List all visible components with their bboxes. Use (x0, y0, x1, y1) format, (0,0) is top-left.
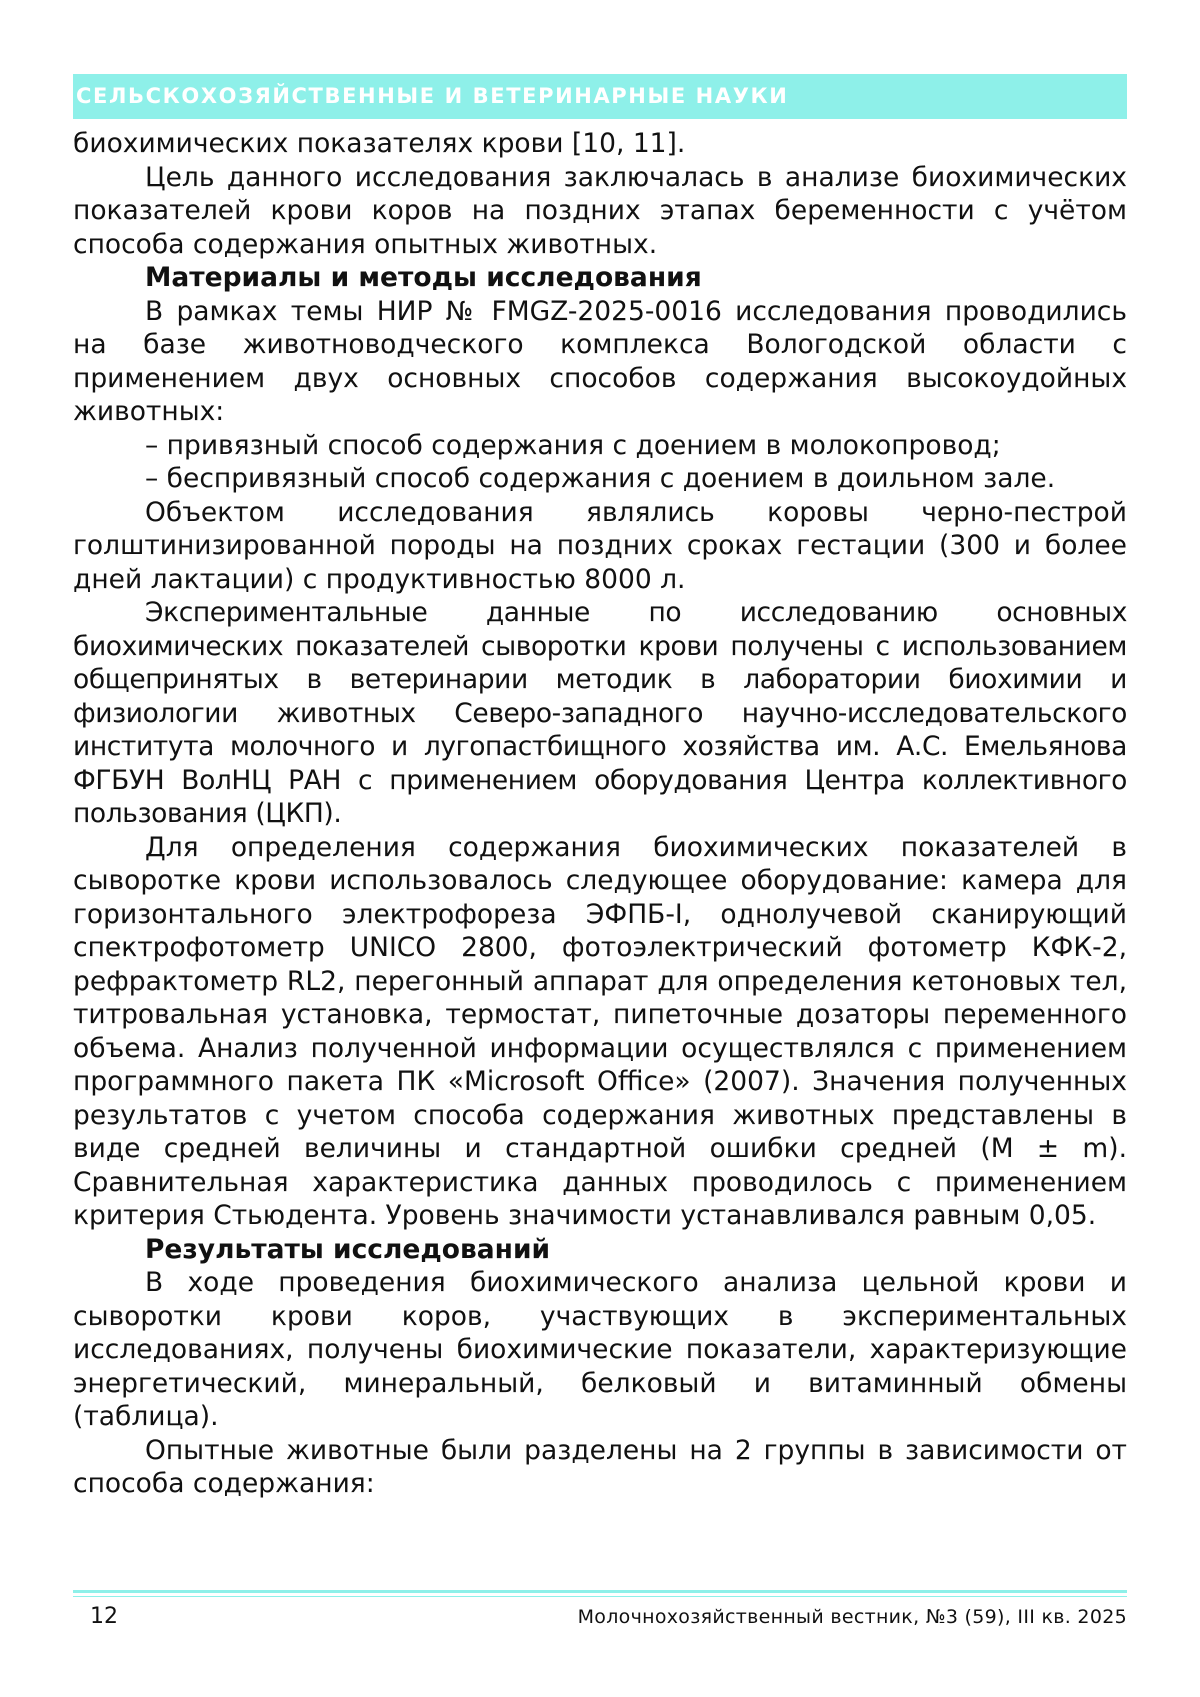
section-title: СЕЛЬСКОХОЗЯЙСТВЕННЫЕ И ВЕТЕРИНАРНЫЕ НАУКИ (76, 84, 788, 108)
section-header-bar (73, 74, 1127, 119)
footer-divider (73, 1590, 1127, 1593)
paragraph-aim: Цель данного исследования заключалась в анализе биохимических показателей крови коров на поздних этапах беременности с учётом способа содержания опытных животных. (73, 161, 1127, 262)
list-item-loose: – беспривязный способ содержания с доением в доильном зале. (73, 462, 1127, 496)
list-item-tethered: – привязный способ содержания с доением в молокопровод; (73, 429, 1127, 463)
heading-results: Результаты исследований (73, 1233, 1127, 1267)
heading-materials-methods: Материалы и методы исследования (73, 261, 1127, 295)
paragraph-experimental-data: Экспериментальные данные по исследованию основных биохимических показателей сыворотки крови получены с использованием общепринятых в ветеринарии методик в лаборатории биохимии и физиологии животных Северо-западного научно-исследовательского института молочного и лугопастбищного хозяйства им. А.С. Емельянова ФГБУН ВолНЦ РАН с применением оборудования Центра коллективного пользования (ЦКП). (73, 596, 1127, 831)
footer-divider-thin (73, 1596, 1127, 1597)
page-number: 12 (90, 1604, 118, 1629)
paragraph-equipment: Для определения содержания биохимических показателей в сыворотке крови использовалось следующее оборудование: камера для горизонтального электрофореза ЭФПБ-I, однолучевой сканиру­ющий спектрофотометр UNICO 2800, фотоэлектрический фотометр КФК-2, рефрактометр RL2, перегонный аппарат для определения кетоно­вых тел, титровальная установка, термостат, пипеточные дозаторы переменного объема. Анализ полученной информации осуществлялся с применением программного пакета ПК «Microsoft Office» (2007). Значения полученных результатов с учетом способа содержания животных представлены в виде средней величины и стандартной ошибки средней (M ± m). Сравнительная характеристика данных проводилось с применением критерия Стьюдента. Уровень значимости устанавливался равным 0,05. (73, 831, 1127, 1233)
paragraph-analysis: В ходе проведения биохимического анализа цельной крови и сыворотки крови коров, участвующих в экспериментальных исследованиях, получены биохимические показатели, характеризу­ющие энергетический, минеральный, белковый и витаминный обмены (таблица). (73, 1266, 1127, 1434)
paragraph-research-object: Объектом исследования являлись коровы черно-пестрой голштинизированной породы на поздних сроках гестации (300 и более дней лактации) с продуктивностью 8000 л. (73, 496, 1127, 597)
article-body (73, 127, 1127, 1501)
paragraph-continuation: биохимических показателях крови [10, 11]. (73, 127, 1127, 161)
paragraph-groups: Опытные животные были разделены на 2 группы в зависимости от способа содержания: (73, 1434, 1127, 1501)
journal-info: Молочнохозяйственный вестник, №3 (59), III кв. 2025 (578, 1606, 1127, 1628)
paragraph-research-base: В рамках темы НИР № FMGZ-2025-0016 исследования проводились на базе животноводческого комплекса Вологодской области с применением двух основных способов содержания высокоудойных животных: (73, 295, 1127, 429)
